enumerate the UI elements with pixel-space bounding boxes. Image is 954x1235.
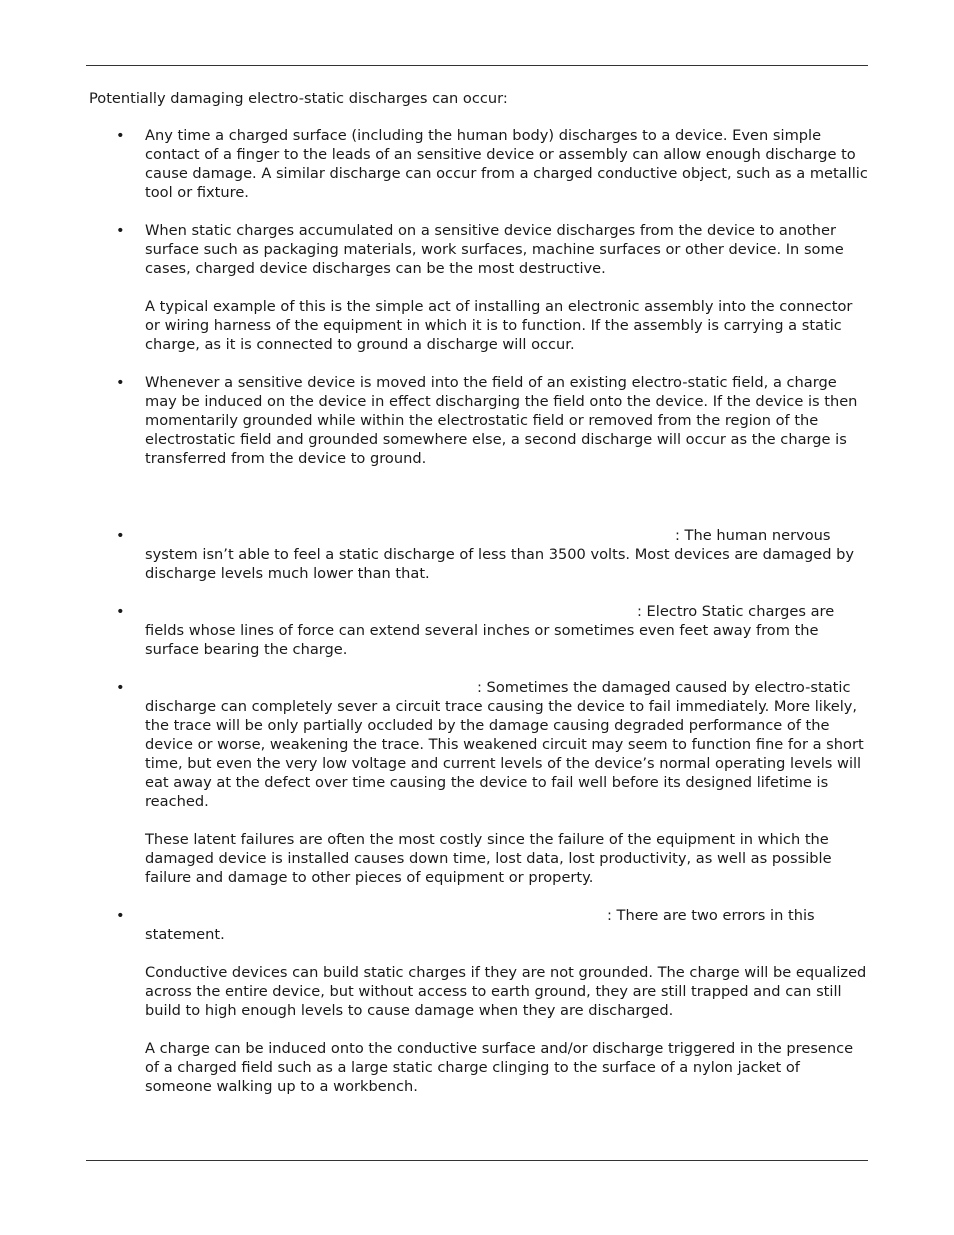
- list-item: [89, 526, 871, 583]
- paragraph: Conductive devices can build static charges if they are not grounded. The charge will be equalized across the entire device, but without access to earth ground, they are still trapped and can still build to high enough levels to cause damage when they are discharged.: [145, 964, 867, 1019]
- paragraph: [145, 906, 871, 944]
- paragraph: [145, 526, 871, 583]
- paragraph: [145, 602, 871, 659]
- list-item: [89, 221, 871, 354]
- footer-rule: [86, 1160, 868, 1161]
- bullet-icon: •: [116, 907, 125, 924]
- paragraph: When static charges accumulated on a sensitive device discharges from the device to another surface such as packaging materials, work surfaces, machine surfaces or other device. In some cases, charged device discharges can be the most destructive.: [145, 222, 844, 277]
- document-body: [89, 89, 871, 1115]
- bullet-icon: •: [116, 527, 125, 544]
- list-item: [89, 373, 871, 468]
- paragraph-text: : There are two errors in this statement.: [145, 907, 815, 943]
- list-item: [89, 678, 871, 887]
- list-item: [89, 906, 871, 1096]
- header-rule: [86, 65, 868, 66]
- bullet-icon: •: [116, 603, 125, 620]
- paragraph: [145, 678, 871, 811]
- paragraph-text: : The human nervous system isn’t able to feel a static discharge of less than 3500 volts. Most devices are damaged by discharge levels much lower than that.: [145, 527, 855, 582]
- bullet-icon: •: [116, 679, 125, 696]
- list-item: [89, 602, 871, 659]
- paragraph: A charge can be induced onto the conductive surface and/or discharge triggered in the presence of a charged field such as a large static charge clinging to the surface of a nylon jacket of someone walking up to a workbench.: [145, 1040, 854, 1095]
- bullet-icon: •: [116, 374, 125, 391]
- paragraph-text: : Electro Static charges are fields whose lines of force can extend several inches or sometimes even feet away from the surface bearing the charge.: [145, 603, 835, 658]
- bullet-list: [89, 126, 871, 1096]
- intro-paragraph: Potentially damaging electro-static discharges can occur:: [89, 90, 508, 107]
- paragraph: Any time a charged surface (including the human body) discharges to a device. Even simple contact of a finger to the leads of an sensitive device or assembly can allow enough discharge to cause damage. A similar discharge can occur from a charged conductive object, such as a metallic tool or fixture.: [145, 127, 868, 201]
- bullet-icon: •: [116, 222, 125, 239]
- list-item: [89, 126, 871, 202]
- paragraph: These latent failures are often the most costly since the failure of the equipment in which the damaged device is installed causes down time, lost data, lost productivity, as well as possible failure and damage to other pieces of equipment or property.: [145, 831, 832, 886]
- bullet-icon: •: [116, 127, 125, 144]
- paragraph-text: : Sometimes the damaged caused by electro-static discharge can completely sever a circuit trace causing the device to fail immediately. More likely, the trace will be only partially occluded by the damage causing degraded performance of the device or worse, weakening the trace. This weakened circuit may seem to function fine for a short time, but even the very low voltage and current levels of the device’s normal operating levels will eat away at the defect over time causing the device to fail well before its designed lifetime is reached.: [145, 679, 864, 810]
- paragraph: Whenever a sensitive device is moved into the field of an existing electro-static field, a charge may be induced on the device in effect discharging the field onto the device. If the device is then momentarily grounded while within the electrostatic field or removed from the region of the electrostatic field and grounded somewhere else, a second discharge will occur as the charge is transferred from the device to ground.: [145, 374, 858, 467]
- paragraph: A typical example of this is the simple act of installing an electronic assembly into the connector or wiring harness of the equipment in which it is to function. If the assembly is carrying a static charge, as it is connected to ground a discharge will occur.: [145, 298, 853, 353]
